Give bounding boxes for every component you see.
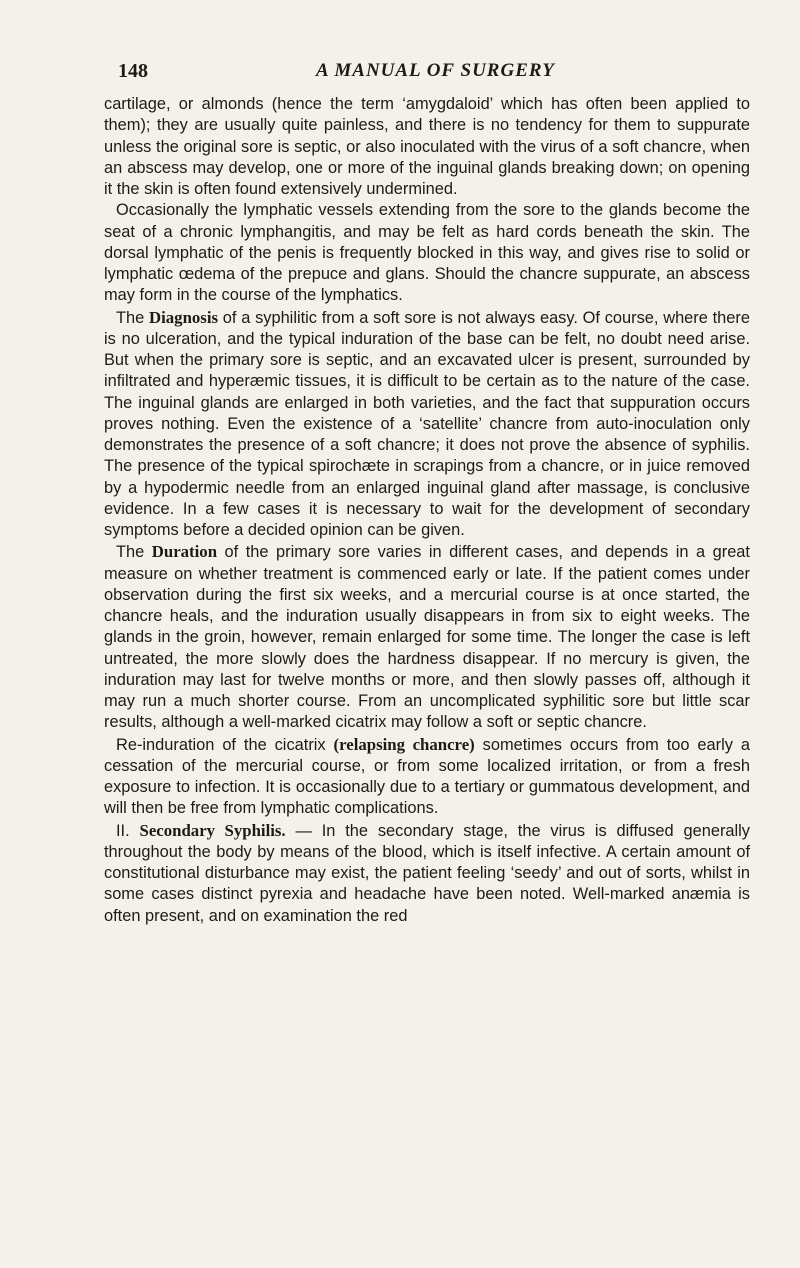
paragraph-lymphatic-vessels [104,200,750,306]
paragraph-cartilage [104,94,750,200]
paragraph-secondary-syphilis [104,820,750,927]
paragraph-text: Occasionally the lymphatic vessels extending from the sore to the glands become the seat of a chronic lymphangitis, and may be felt as hard cords beneath the skin. The dorsal lymphatic of the penis is frequently blocked in this way, and gives rise to solid or lymphatic œdema of the prepuce and glans. Should the chancre suppurate, an abscess may form in the course of the lymphatics. [104,201,750,305]
paragraph-lead: Re-induration of the cicatrix [116,735,334,754]
running-title: A MANUAL OF SURGERY [316,60,555,81]
term-duration: Duration [151,542,218,562]
paragraph-text: cartilage, or almonds (hence the term ‘amygdaloid’ which has often been applied to them); they are usually quite painless, and there is no tendency for them to suppurate unless the original sore is septic, or also inoculated with the virus of a soft chancre, when an abscess may develop, one or more of the inguinal glands breaking down; on opening it the skin is often found extensively undermined. [104,95,750,198]
term-diagnosis: Diagnosis [149,307,219,327]
paragraph-lead: II. [116,821,140,840]
running-head [104,60,750,94]
paragraph-text: of a syphilitic from a soft sore is not always easy. Of course, where there is no ulceration, and the typical induration of the base can be felt, no doubt need arise. But when the primary sore is septic, and an excavated ulcer is present, surrounded by infiltrated and hyperæmic tissues, it is difficult to be certain as to the nature of the case. The inguinal glands are enlarged in both varieties, and the fact that suppuration occurs proves nothing. Even the existence of a ‘satellite’ chancre from auto-inoculation only demonstrates the presence of a soft chancre; it does not prove the absence of syphilis. The presence of the typical spirochæte in scrapings from a chancre, or in juice removed by a hypodermic needle from an enlarged inguinal gland after massage, is conclusive evidence. In a few cases it is necessary to wait for the development of secondary symptoms before a decided opinion can be given. [104,308,750,539]
paragraph-diagnosis [104,307,750,542]
paragraph-duration [104,541,750,733]
term-relapsing-chancre: (relapsing chancre) [333,734,475,754]
paragraph-text: sometimes occurs from too early a cessation of the mercurial course, or from some localized irritation, or from a fresh exposure to infection. It is occasionally due to a tertiary or gummatous development, and will then be free from lymphatic complications. [104,735,750,818]
paragraph-text: — In the secondary stage, the virus is diffused generally throughout the body by means of the blood, which is itself infective. A certain amount of constitutional disturbance may exist, the patient feeling ‘seedy’ and out of sorts, whilst in some cases distinct pyrexia and headache have been noted. Well-marked anæmia is often present, and on examination the red [104,821,751,925]
body-text [104,94,750,927]
paragraph-reinduration [104,734,750,820]
paragraph-lead: The [116,543,152,562]
paragraph-lead: The [116,308,149,327]
page-number: 148 [118,60,148,82]
term-secondary-syphilis: Secondary Syphilis. [139,820,286,840]
paragraph-text: of the primary sore varies in different cases, and depends in a great measure on whether treatment is commenced early or late. If the patient comes under observation during the first six weeks, and a mercurial course is at once started, the chancre heals, and the induration usually disappears in from six to eight weeks. The glands in the groin, however, remain enlarged for some time. The longer the case is left untreated, the more slowly does the hardness disappear. If no mercury is given, the induration may last for twelve months or more, and then slowly passes off, although it may run a much shorter course. From an uncomplicated syphilitic sore but little scar results, although a well-marked cicatrix may follow a soft or septic chancre. [104,543,750,732]
